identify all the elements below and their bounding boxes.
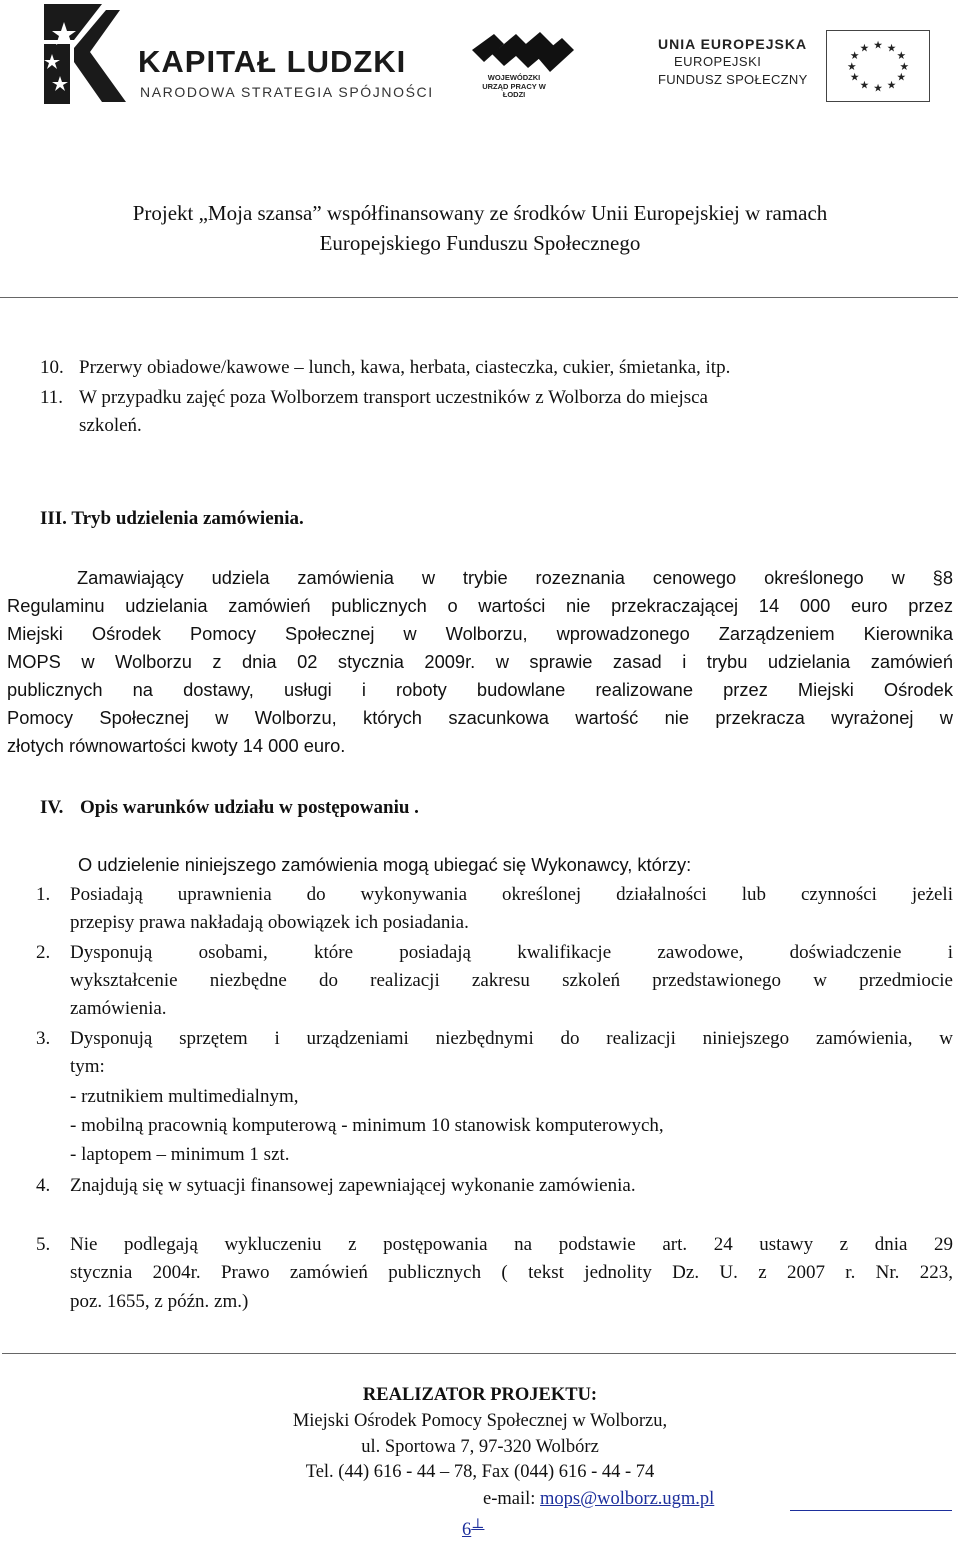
condition-5-line-1: Nie podlegają wykluczeniu z postępowania na podstawie art. 24 ustawy z dnia 29	[70, 1234, 953, 1255]
svg-text:★: ★	[896, 70, 907, 84]
kapital-ludzki-emblem-icon	[40, 4, 136, 104]
eu-flag-icon	[826, 30, 930, 102]
equipment-item: - mobilną pracownią komputerową - minimum 10 stanowisk komputerowych,	[70, 1115, 664, 1136]
kapital-ludzki-logo	[40, 4, 434, 104]
item-10-text: Przerwy obiadowe/kawowe – lunch, kawa, herbata, ciasteczka, cukier, śmietanka, itp.	[79, 357, 731, 378]
condition-2-line-2: wykształcenie niezbędne do realizacji zakresu szkoleń przedstawionego w przedmiocie	[70, 970, 953, 991]
paragraph-line: Zamawiający udziela zamówienia w trybie rozeznania cenowego określonego w §8	[77, 567, 953, 588]
svg-text:★: ★	[886, 78, 897, 92]
wup-logo	[470, 28, 580, 108]
item-11-text: W przypadku zajęć poza Wolborzem transport uczestników z Wolborza do miejsca	[79, 387, 708, 408]
svg-text:★: ★	[873, 81, 883, 95]
paragraph-line: złotych równowartości kwoty 14 000 euro.	[7, 735, 346, 756]
eu-line-1: UNIA EUROPEJSKA	[658, 36, 808, 52]
paragraph-line: publicznych na dostawy, usługi i roboty budowlane realizowane przez Miejski Ośrodek	[7, 679, 953, 700]
paragraph-line: Regulaminu udzielania zamówień publicznych o wartości nie przekraczającej 14 000 euro przez	[7, 595, 953, 616]
paragraph-line: Pomocy Społecznej w Wolborzu, których szacunkowa wartość nie przekracza wyrażonej w	[7, 707, 953, 728]
eu-line-3: FUNDUSZ SPOŁECZNY	[658, 72, 808, 87]
condition-3-line-1: Dysponują sprzętem i urządzeniami niezbędnymi do realizacji niniejszego zamówienia, w	[70, 1028, 953, 1049]
condition-3-line-2: tym:	[70, 1056, 105, 1077]
eu-logo	[654, 30, 944, 110]
condition-5-line-3: poz. 1655, z późn. zm.)	[70, 1291, 249, 1312]
page-number-row	[462, 1512, 484, 1543]
condition-2-line-3: zamówienia.	[70, 998, 167, 1019]
kapital-ludzki-subtitle: NARODOWA STRATEGIA SPÓJNOŚCI	[140, 84, 434, 100]
project-title-line-2: Europejskiego Funduszu Społecznego	[319, 231, 641, 255]
equipment-item: - rzutnikiem multimedialnym,	[70, 1086, 299, 1107]
condition-1-line-2: przepisy prawa nakładają obowiązek ich posiadania.	[70, 912, 469, 933]
section-4-number: IV.	[40, 797, 64, 818]
condition-1-number: 1.	[36, 884, 51, 905]
page-number-mark-icon: ⊥	[471, 1517, 485, 1532]
project-title-line-1: Projekt „Moja szansa” współfinansowany ze środków Unii Europejskiej w ramach	[132, 201, 828, 225]
svg-text:★: ★	[859, 41, 870, 55]
svg-text:★: ★	[873, 38, 883, 52]
svg-text:★: ★	[896, 49, 907, 63]
svg-text:★: ★	[899, 59, 910, 73]
footer-email-link[interactable]: mops@wolborz.ugm.pl	[540, 1489, 715, 1509]
footer-email-underline	[790, 1510, 952, 1511]
condition-4-number: 4.	[36, 1175, 51, 1196]
wup-caption: WOJEWÓDZKI URZĄD PRACY W ŁODZI	[482, 73, 546, 99]
footer-divider	[2, 1353, 956, 1354]
svg-text:★: ★	[849, 49, 860, 63]
page-number: 6	[462, 1520, 472, 1541]
footer-address: ul. Sportowa 7, 97-320 Wolbórz	[361, 1437, 599, 1457]
condition-5-number: 5.	[36, 1234, 51, 1255]
section-4-heading: Opis warunków udziału w postępowaniu .	[80, 797, 419, 818]
section-3-heading: III. Tryb udzielenia zamówienia.	[40, 508, 304, 529]
equipment-item: - laptopem – minimum 1 szt.	[70, 1144, 290, 1165]
condition-2-number: 2.	[36, 942, 51, 963]
svg-text:★: ★	[849, 70, 860, 84]
item-10-number: 10.	[40, 357, 64, 378]
svg-text:★: ★	[859, 78, 870, 92]
eu-line-2: EUROPEJSKI	[674, 54, 762, 69]
item-11-continuation: szkoleń.	[79, 415, 142, 436]
item-11-number: 11.	[40, 387, 64, 408]
paragraph-line: MOPS w Wolborzu z dnia 02 stycznia 2009r. w sprawie zasad i trybu udzielania zamówień	[7, 651, 953, 672]
condition-1-line-1: Posiadają uprawnienia do wykonywania określonej działalności lub czynności jeżeli	[70, 884, 953, 905]
wup-emblem-icon	[470, 28, 580, 78]
condition-2-line-1: Dysponują osobami, które posiadają kwalifikacje zawodowe, doświadczenie i	[70, 942, 953, 963]
footer-email-label: e-mail:	[483, 1489, 536, 1509]
footer-email-row	[483, 1486, 714, 1512]
condition-4-line-1: Znajdują się w sytuacji finansowej zapewniającej wykonanie zamówienia.	[70, 1175, 636, 1196]
kapital-ludzki-title: KAPITAŁ LUDZKI	[138, 44, 407, 79]
svg-text:★: ★	[846, 59, 857, 73]
svg-text:★: ★	[886, 41, 897, 55]
condition-5-line-2: stycznia 2004r. Prawo zamówień publicznych ( tekst jednolity Dz. U. z 2007 r. Nr. 223,	[70, 1262, 953, 1283]
section-3-paragraph	[7, 564, 953, 760]
condition-3-number: 3.	[36, 1028, 51, 1049]
footer-title: REALIZATOR PROJEKTU:	[362, 1385, 598, 1405]
footer-phone: Tel. (44) 616 - 44 – 78, Fax (044) 616 - 44 - 74	[305, 1462, 655, 1482]
section-4-intro: O udzielenie niniejszego zamówienia mogą ubiegać się Wykonawcy, którzy:	[78, 854, 692, 875]
footer-organization: Miejski Ośrodek Pomocy Społecznej w Wolborzu,	[292, 1411, 668, 1431]
paragraph-line: Miejski Ośrodek Pomocy Społecznej w Wolborzu, wprowadzonego Zarządzeniem Kierownika	[7, 623, 953, 644]
header-divider	[0, 297, 958, 298]
